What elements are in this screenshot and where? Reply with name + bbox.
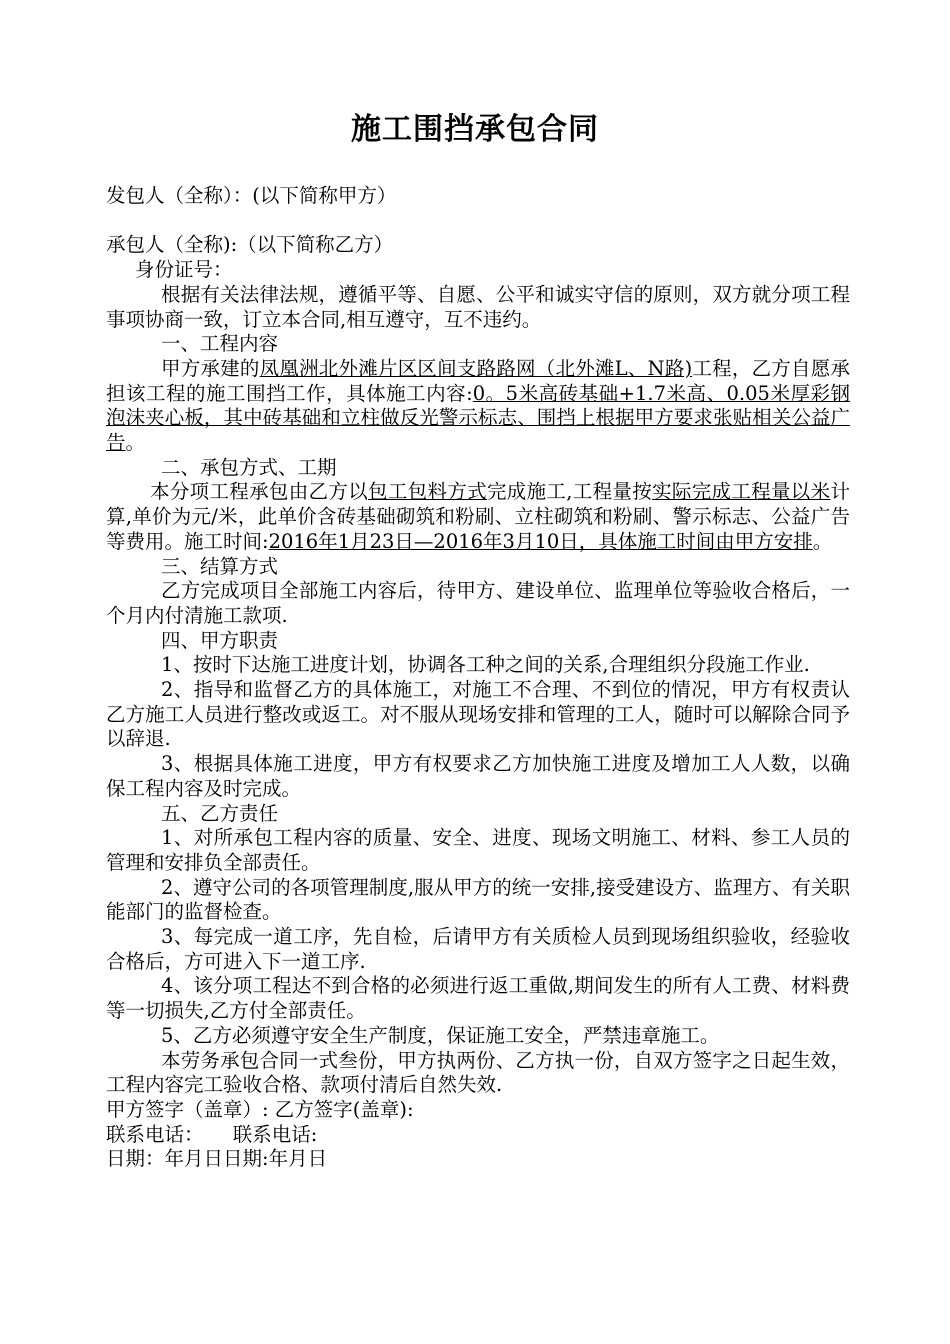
construction-period: 2016年1月23日—2016年3月10日，具体施工时间由甲方安排 <box>268 529 813 553</box>
section-2-heading: 二、承包方式、工期 <box>161 455 337 479</box>
closing-paragraph: 本劳务承包合同一式叁份，甲方执两份、乙方执一份，自双方签字之日起生效，工程内容完工验收合格、款项付清后自然失效. <box>106 1048 850 1097</box>
quantity-basis: 实际完成工程量以米 <box>652 480 831 504</box>
text-run: 甲方承建的 <box>161 356 260 380</box>
section-1-content <box>106 357 850 456</box>
section-4-item: 2、指导和监督乙方的具体施工，对施工不合理、不到位的情况，甲方有权责认乙方施工人员进行整改或返工。对不服从现场安排和管理的工人，随时可以解除合同予以辞退. <box>106 678 850 751</box>
phone-line: 联系电话： 联系电话: <box>106 1122 318 1146</box>
text-run: 完成施工,工程量按 <box>486 480 653 504</box>
project-name: 凤凰洲北外滩片区区间支路路网（北外滩L、N路) <box>259 356 693 380</box>
contract-method: 包工包料方式 <box>368 480 487 504</box>
preamble-paragraph: 根据有关法律法规，遵循平等、自愿、公平和诚实守信的原则，双方就分项工程事项协商一致，订立本合同,相互遵守，互不违约。 <box>106 282 850 331</box>
section-5-item: 4、该分项工程达不到合格的必须进行返工重做,期间发生的所有人工费、材料费等一切损失,乙方付全部责任。 <box>106 974 850 1023</box>
date-line: 日期：年月日日期:年月日 <box>106 1147 328 1171</box>
section-5-item: 5、乙方必须遵守安全生产制度，保证施工安全，严禁违章施工。 <box>161 1023 720 1047</box>
spacer <box>106 209 850 234</box>
section-2-content <box>106 480 850 554</box>
document-body <box>106 184 850 1172</box>
section-4-item: 1、按时下达施工进度计划，协调各工种之间的关系,合理组织分段施工作业. <box>161 653 810 677</box>
party-b-line: 承包人（全称):（以下简称乙方） <box>106 233 394 257</box>
text-run: 计算,单价为元/米，此单价含砖基础砌筑和粉刷、立柱砌筑和粉刷、警示标志、公益广告等费用。施工时间: <box>106 480 850 553</box>
text-run: 。 <box>125 431 146 455</box>
signature-line: 甲方签字（盖章）: 乙方签字(盖章): <box>106 1098 414 1121</box>
id-number-label: 身份证号： <box>135 258 233 282</box>
section-3-heading: 三、结算方式 <box>161 554 279 578</box>
section-4-heading: 四、甲方职责 <box>161 628 279 652</box>
document-title: 施工围挡承包合同 <box>351 112 599 147</box>
work-content: 0。5米高砖基础+1.7米高、0.05米厚彩钢泡沫夹心板，其中砖基础和立柱做反光警示标志、围挡上根据甲方要求张贴相关公益广告 <box>106 381 850 455</box>
section-5-item: 1、对所承包工程内容的质量、安全、进度、现场文明施工、材料、参工人员的管理和安排负全部责任。 <box>106 826 850 874</box>
section-1-heading: 一、工程内容 <box>161 332 279 356</box>
party-a-line: 发包人（全称）：(以下简称甲方） <box>106 184 397 207</box>
section-5-item: 3、每完成一道工序，先自检，后请甲方有关质检人员到现场组织验收，经验收合格后，方可进入下一道工序. <box>106 925 850 973</box>
section-4-item: 3、根据具体施工进度，甲方有权要求乙方加快施工进度及增加工人人数，以确保工程内容及时完成。 <box>106 752 850 800</box>
text-run: 。 <box>812 529 833 553</box>
text-run: 工程，乙方自愿承担该工程的施工围挡工作，具体施工内容: <box>106 356 850 405</box>
section-5-item: 2、遵守公司的各项管理制度,服从甲方的统一安排,接受建设方、监理方、有关职能部门的监督检查。 <box>106 875 850 924</box>
text-run: 本分项工程承包由乙方以 <box>150 480 369 504</box>
section-3-content: 乙方完成项目全部施工内容后，待甲方、建设单位、监理单位等验收合格后，一个月内付清施工款项. <box>106 579 850 627</box>
section-5-heading: 五、乙方责任 <box>161 801 279 825</box>
